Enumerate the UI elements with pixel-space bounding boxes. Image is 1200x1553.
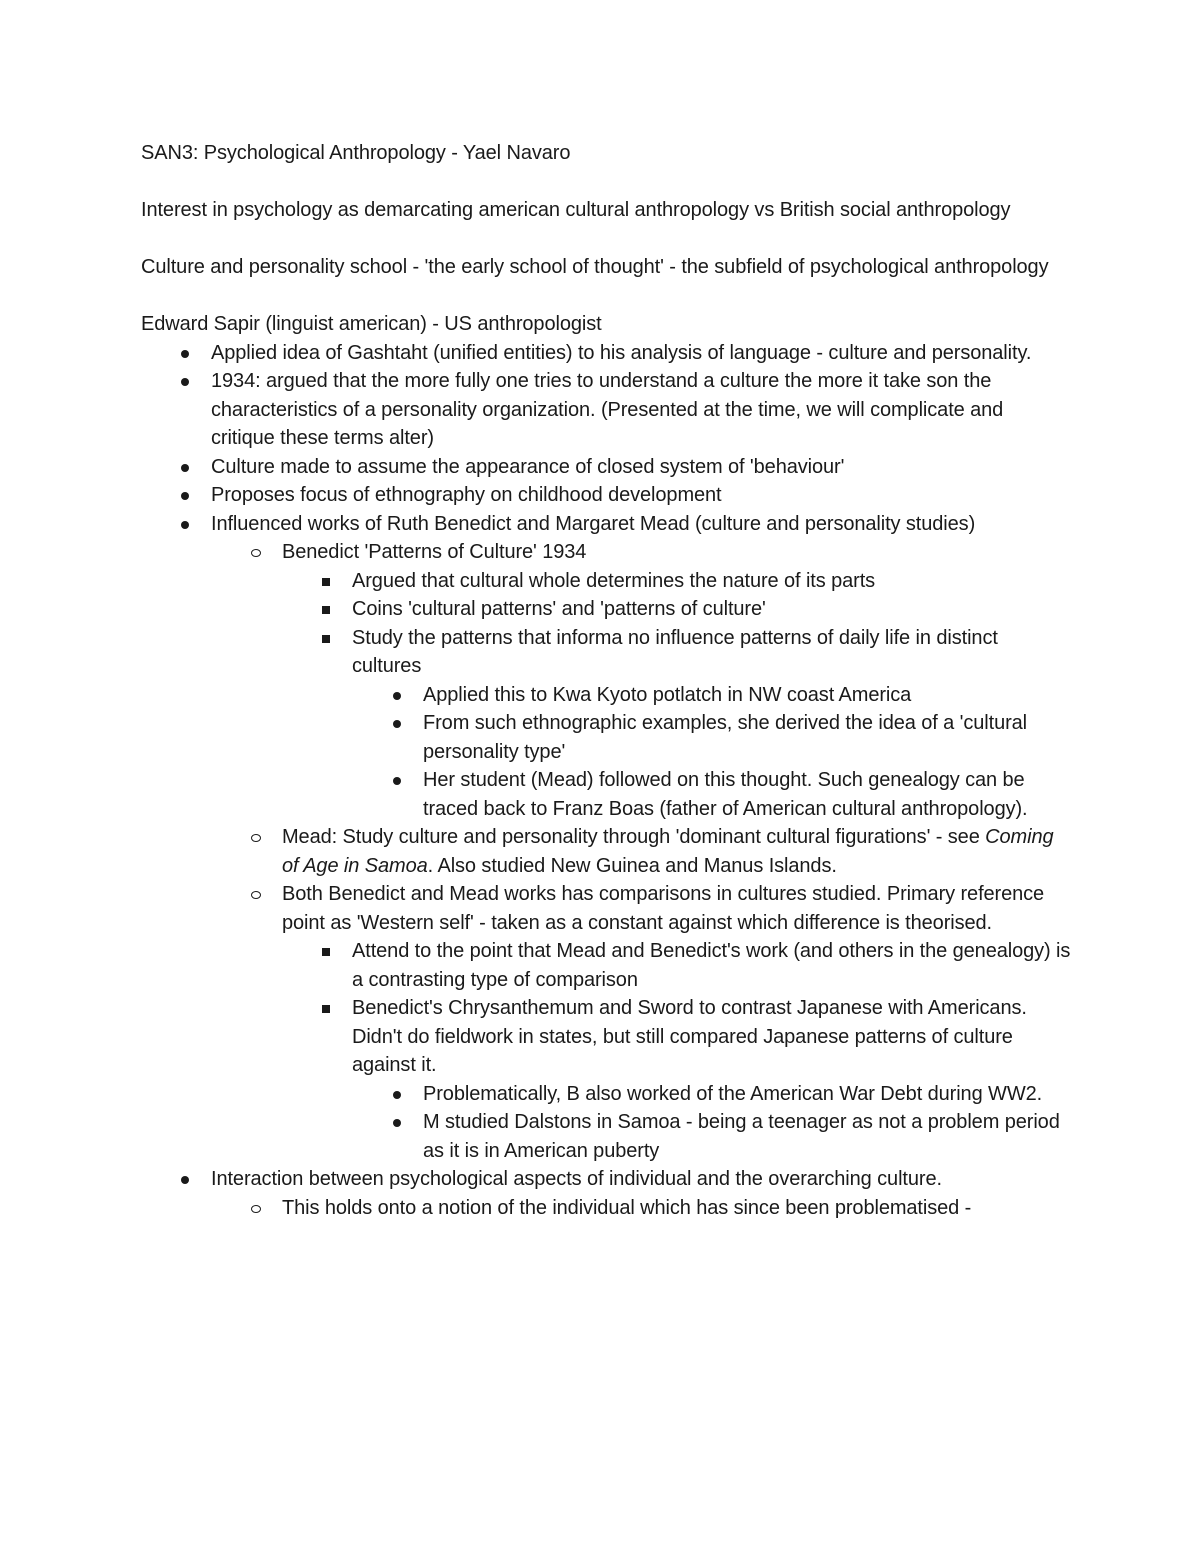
paragraph-edward-sapir: Edward Sapir (linguist american) - US anthropologist	[141, 313, 602, 335]
bullet-dot-icon	[387, 709, 407, 738]
bullet-circle-icon	[246, 880, 266, 909]
bullet-circle-icon	[246, 1194, 266, 1223]
bullet-dot-icon	[175, 510, 195, 539]
paragraph-culture-personality-school: Culture and personality school - 'the early school of thought' - the subfield of psychological anthropology	[141, 256, 1049, 278]
list-item: Problematically, B also worked of the American War Debt during WW2.	[141, 1080, 1071, 1109]
bullet-square-icon	[316, 595, 336, 624]
list-item: Applied this to Kwa Kyoto potlatch in NW coast America	[141, 681, 1071, 710]
bullet-dot-icon	[387, 681, 407, 710]
list-item: M studied Dalstons in Samoa - being a teenager as not a problem period as it is in American puberty	[141, 1108, 1071, 1165]
notes-list	[141, 339, 1071, 1223]
bullet-dot-icon	[175, 367, 195, 396]
bullet-square-icon	[316, 937, 336, 966]
list-item: From such ethnographic examples, she derived the idea of a 'cultural personality type'	[141, 709, 1071, 766]
book-title: Coming of Age in Samoa	[282, 826, 1054, 877]
paragraph-psychology-interest: Interest in psychology as demarcating american cultural anthropology vs British social anthropology	[141, 199, 1011, 221]
bullet-circle-icon	[246, 538, 266, 567]
document-page	[141, 139, 1071, 1222]
bullet-dot-icon	[387, 1108, 407, 1137]
bullet-circle-icon	[246, 823, 266, 852]
list-item: Benedict's Chrysanthemum and Sword to contrast Japanese with Americans. Didn't do fieldwork in states, but still compared Japanese patterns of culture against it.	[141, 994, 1071, 1080]
list-item: 1934: argued that the more fully one tries to understand a culture the more it take son the characteristics of a personality organization. (Presented at the time, we will complicate and critique these terms alter)	[141, 367, 1071, 453]
list-item: Proposes focus of ethnography on childhood development	[141, 481, 1071, 510]
list-item: Her student (Mead) followed on this thought. Such genealogy can be traced back to Franz Boas (father of American cultural anthropology).	[141, 766, 1071, 823]
list-item: Benedict 'Patterns of Culture' 1934	[141, 538, 1071, 567]
list-item: Applied idea of Gashtaht (unified entities) to his analysis of language - culture and personality.	[141, 339, 1071, 368]
list-item: Mead: Study culture and personality through 'dominant cultural figurations' - see Coming of Age in Samoa. Also studied New Guinea and Manus Islands.	[141, 823, 1071, 880]
list-item: Interaction between psychological aspects of individual and the overarching culture.	[141, 1165, 1071, 1194]
list-item: Study the patterns that informa no influence patterns of daily life in distinct cultures	[141, 624, 1071, 681]
bullet-dot-icon	[175, 339, 195, 368]
bullet-square-icon	[316, 994, 336, 1023]
bullet-square-icon	[316, 567, 336, 596]
document-title: SAN3: Psychological Anthropology - Yael Navaro	[141, 142, 571, 164]
list-item: Argued that cultural whole determines the nature of its parts	[141, 567, 1071, 596]
bullet-dot-icon	[175, 453, 195, 482]
list-item: Both Benedict and Mead works has comparisons in cultures studied. Primary reference point as 'Western self' - taken as a constant against which difference is theorised.	[141, 880, 1071, 937]
list-item: Influenced works of Ruth Benedict and Margaret Mead (culture and personality studies)	[141, 510, 1071, 539]
bullet-dot-icon	[387, 766, 407, 795]
bullet-square-icon	[316, 624, 336, 653]
list-item: Culture made to assume the appearance of closed system of 'behaviour'	[141, 453, 1071, 482]
bullet-dot-icon	[175, 481, 195, 510]
list-item: Coins 'cultural patterns' and 'patterns of culture'	[141, 595, 1071, 624]
bullet-dot-icon	[387, 1080, 407, 1109]
list-item: This holds onto a notion of the individual which has since been problematised -	[141, 1194, 1071, 1223]
bullet-dot-icon	[175, 1165, 195, 1194]
list-item: Attend to the point that Mead and Benedict's work (and others in the genealogy) is a contrasting type of comparison	[141, 937, 1071, 994]
